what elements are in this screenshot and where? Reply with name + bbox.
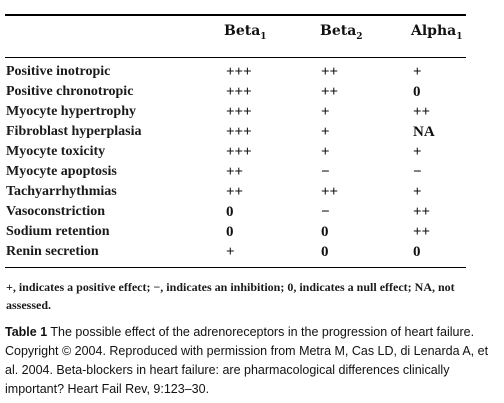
row-label: Tachyarrhythmias <box>6 184 117 199</box>
beta2-cell: + <box>321 104 330 120</box>
alpha1-cell: + <box>413 184 422 200</box>
table-row <box>0 164 480 184</box>
beta2-cell: ++ <box>321 64 339 80</box>
beta2-cell: + <box>321 124 330 140</box>
beta1-cell: +++ <box>226 104 252 120</box>
beta1-cell: +++ <box>226 144 252 160</box>
alpha1-cell: 0 <box>413 84 421 100</box>
alpha1-cell: 0 <box>413 244 421 260</box>
table-bottom-rule <box>5 267 466 268</box>
row-label: Sodium retention <box>6 224 110 239</box>
beta2-cell: − <box>321 164 330 180</box>
row-label: Vasoconstriction <box>6 204 106 219</box>
row-label: Positive inotropic <box>6 64 111 79</box>
alpha1-cell: ++ <box>413 104 431 120</box>
table-top-rule <box>5 14 466 16</box>
caption-text: The possible effect of the adrenoreceptors in the progression of heart failure. Copyright © 2004. Reproduced with permission from Metra M, Cas LD, di Lenarda A, et al. 2004. Beta-blockers in heart failure: are pharmacological differences clinically important? Heart Fail Rev, 9:123–30. <box>5 325 489 396</box>
column-header-alpha1: Alpha$_1$ <box>411 23 463 42</box>
alpha1-cell: ++ <box>413 224 431 240</box>
beta2-cell: − <box>321 204 330 220</box>
caption-label: Table 1 <box>5 325 48 339</box>
beta2-cell: + <box>321 144 330 160</box>
table-row <box>0 204 480 224</box>
table-header-rule <box>5 57 466 58</box>
beta1-cell: ++ <box>226 184 244 200</box>
table-row <box>0 84 480 104</box>
beta1-cell: ++ <box>226 164 244 180</box>
alpha1-cell: − <box>413 164 422 180</box>
beta1-cell: + <box>226 244 235 260</box>
alpha1-cell: + <box>413 144 422 160</box>
alpha1-cell: ++ <box>413 204 431 220</box>
beta1-cell: +++ <box>226 84 252 100</box>
table-row <box>0 224 480 244</box>
column-header-beta2: Beta$_2$ <box>320 23 363 42</box>
table-row <box>0 184 480 204</box>
row-label: Myocyte apoptosis <box>6 164 117 179</box>
table-row <box>0 104 480 124</box>
beta1-cell: 0 <box>226 204 234 220</box>
table-row <box>0 64 480 84</box>
beta2-cell: 0 <box>321 224 329 240</box>
beta2-cell: ++ <box>321 184 339 200</box>
table-row <box>0 244 480 264</box>
beta2-cell: 0 <box>321 244 329 260</box>
table-row <box>0 124 480 144</box>
row-label: Myocyte toxicity <box>6 144 106 159</box>
row-label: Positive chronotropic <box>6 84 134 99</box>
table-footnote: +, indicates a positive effect; −, indicates an inhibition; 0, indicates a null effect; NA, not assessed. <box>6 280 455 312</box>
row-label: Myocyte hypertrophy <box>6 104 136 119</box>
row-label: Fibroblast hyperplasia <box>6 124 142 139</box>
beta1-cell: +++ <box>226 64 252 80</box>
beta2-cell: ++ <box>321 84 339 100</box>
beta1-cell: 0 <box>226 224 234 240</box>
row-label: Renin secretion <box>6 244 99 259</box>
table-row <box>0 144 480 164</box>
column-header-beta1: Beta$_1$ <box>224 23 267 42</box>
beta1-cell: +++ <box>226 124 252 140</box>
table-caption <box>5 323 490 399</box>
alpha1-cell: NA <box>413 124 435 140</box>
alpha1-cell: + <box>413 64 422 80</box>
